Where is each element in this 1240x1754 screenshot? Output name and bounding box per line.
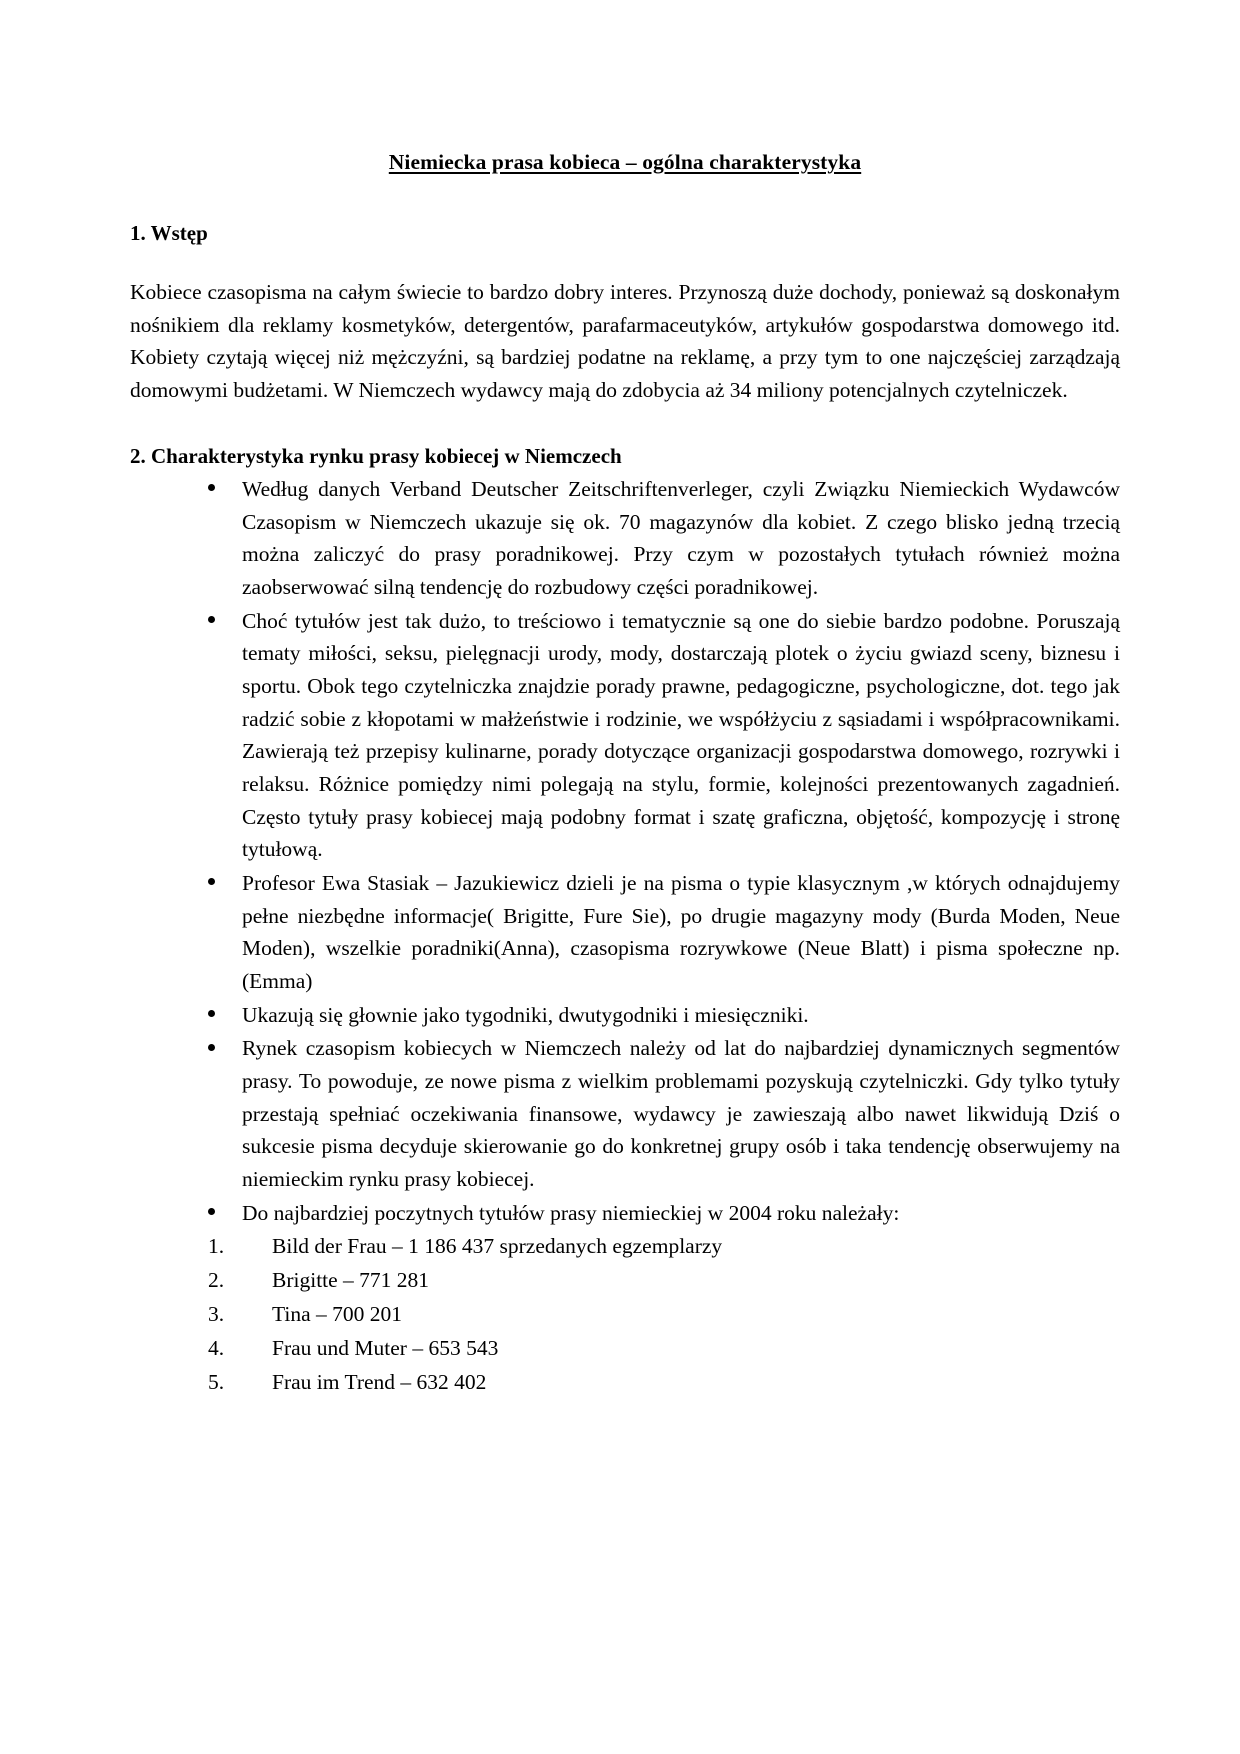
ranking-text: Frau im Trend – 632 402 [272, 1370, 487, 1395]
list-item [130, 999, 1120, 1032]
ranking-row [130, 1264, 1120, 1298]
ranking-row [130, 1332, 1120, 1366]
ranking-number: 1. [208, 1234, 225, 1259]
list-item-text: Choć tytułów jest tak dużo, to treściowo i tematycznie są one do siebie bardzo podobne. Poruszają tematy miłości, seksu, pielęgnacji urody, mody, dostarczają plotek o życiu gwiazd sceny, biznesu i sportu. Obok tego czytelniczka znajdzie porady prawne, pedagogiczne, psychologiczne, dot. tego jak radzić sobie z kłopotami w małżeństwie i rodzinie, we współżyciu z sąsiadami i współpracownikami. Zawierają też przepisy kulinarne, porady dotyczące organizacji gospodarstwa domowego, rozrywki i relaksu. Różnice pomiędzy nimi polegają na stylu, formie, kolejności prezentowanych zagadnień. Często tytuły prasy kobiecej mają podobny format i szatę graficzna, objętość, kompozycję i stronę tytułową. [242, 608, 1120, 862]
bullet-dot-icon [208, 878, 215, 885]
ranking-text: Tina – 700 201 [272, 1302, 403, 1327]
ranking-number: 4. [208, 1336, 225, 1361]
list-item [130, 605, 1120, 866]
bullet-dot-icon [208, 484, 215, 491]
list-item [130, 1032, 1120, 1195]
bullet-dot-icon [208, 1044, 215, 1051]
bullet-dot-icon [208, 616, 215, 623]
list-item [130, 867, 1120, 998]
bullet-dot-icon [208, 1010, 215, 1017]
ranking-number: 3. [208, 1302, 225, 1327]
list-item [130, 1197, 1120, 1230]
list-item-text: Ukazują się głownie jako tygodniki, dwutygodniki i miesięczniki. [242, 1002, 809, 1027]
characteristics-bullet-list [130, 473, 1120, 1229]
list-item-text: Profesor Ewa Stasiak – Jazukiewicz dzieli je na pisma o typie klasycznym ,w których odnajdujemy pełne niezbędne informacje( Brigitte, Fure Sie), po drugie magazyny mody (Burda Moden, Neue Moden), wszelkie poradniki(Anna), czasopisma rozrywkowe (Neue Blatt) i pisma społeczne np. (Emma) [242, 871, 1120, 994]
page-title: Niemiecka prasa kobieca – ogólna charakterystyka [388, 150, 862, 174]
ranking-text: Frau und Muter – 653 543 [272, 1336, 499, 1361]
ranking-text: Bild der Frau – 1 186 437 sprzedanych egzemplarzy [272, 1234, 723, 1259]
intro-paragraph: Kobiece czasopisma na całym świecie to bardzo dobry interes. Przynoszą duże dochody, ponieważ są doskonałym nośnikiem dla reklamy kosmetyków, detergentów, parafarmaceutyków, artykułów gospodarstwa domowego itd. Kobiety czytają więcej niż mężczyźni, są bardziej podatne na reklamę, a przy tym to one najczęściej zarządzają domowymi budżetami. W Niemczech wydawcy mają do zdobycia aż 34 miliony potencjalnych czytelniczek. [130, 280, 1120, 403]
bullet-dot-icon [208, 1208, 215, 1215]
list-item [130, 473, 1120, 604]
ranking-text: Brigitte – 771 281 [272, 1268, 430, 1293]
ranking-number: 5. [208, 1370, 225, 1395]
section-heading-wstep: 1. Wstęp [130, 220, 208, 245]
list-item-text: Według danych Verband Deutscher Zeitschriftenverleger, czyli Związku Niemieckich Wydawców Czasopism w Niemczech ukazuje się ok. 70 magazynów dla kobiet. Z czego blisko jedną trzecią można zaliczyć do prasy poradnikowej. Przy czym w pozostałych tytułach również można zaobserwować silną tendencję do rozbudowy części poradnikowej. [242, 476, 1120, 599]
ranking-number: 2. [208, 1268, 225, 1293]
ranking-row [130, 1230, 1120, 1264]
list-item-text: Rynek czasopism kobiecych w Niemczech należy od lat do najbardziej dynamicznych segmentów prasy. To powoduje, ze nowe pisma z wielkim problemami pozyskują czytelniczki. Gdy tylko tytuły przestają spełniać oczekiwania finansowe, wydawcy je zawieszają albo nawet likwidują Dziś o sukcesie pisma decyduje skierowanie go do konkretnej grupy osób i taka tendencję obserwujemy na niemieckim rynku prasy kobiecej. [242, 1036, 1120, 1192]
list-item-text: Do najbardziej poczytnych tytułów prasy niemieckiej w 2004 roku należały: [242, 1200, 900, 1225]
ranking-row [130, 1298, 1120, 1332]
ranking-row [130, 1366, 1120, 1400]
section-heading-charakterystyka: 2. Charakterystyka rynku prasy kobiecej w Niemczech [130, 443, 622, 468]
top-titles-ranking-list [130, 1230, 1120, 1400]
